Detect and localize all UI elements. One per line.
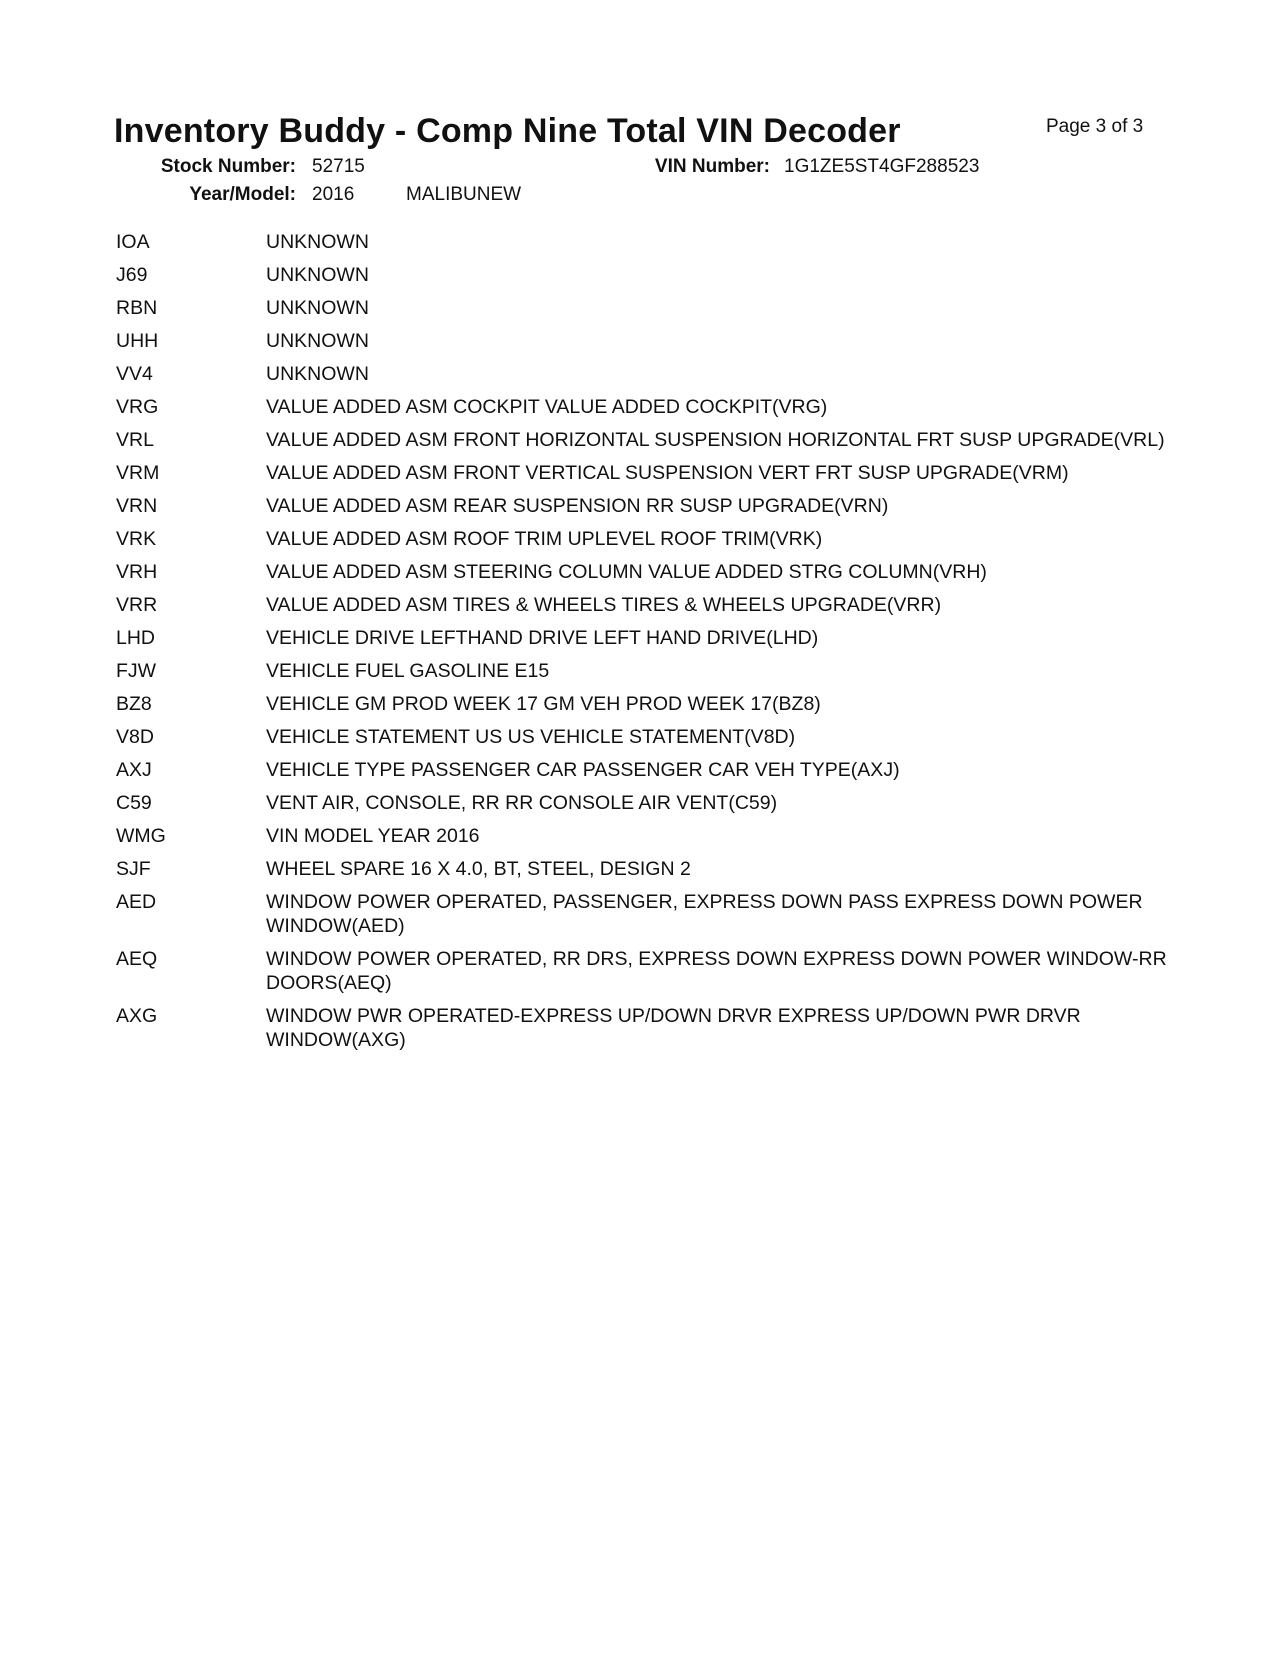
- option-description: UNKNOWN: [266, 297, 369, 319]
- option-description: WHEEL SPARE 16 X 4.0, BT, STEEL, DESIGN 2: [266, 858, 691, 880]
- option-row: [116, 230, 1176, 263]
- option-row: [116, 527, 1176, 560]
- option-description: UNKNOWN: [266, 363, 369, 385]
- option-description: WINDOW POWER OPERATED, PASSENGER, EXPRESS DOWN PASS EXPRESS DOWN POWER WINDOW(AED): [266, 891, 1143, 937]
- option-row: [116, 947, 1176, 1004]
- option-code: VRK: [116, 528, 157, 550]
- option-description: WINDOW POWER OPERATED, RR DRS, EXPRESS DOWN EXPRESS DOWN POWER WINDOW-RR DOORS(AEQ): [266, 948, 1167, 994]
- option-row: [116, 263, 1176, 296]
- option-row: [116, 626, 1176, 659]
- option-description: VEHICLE FUEL GASOLINE E15: [266, 660, 550, 682]
- option-description: VIN MODEL YEAR 2016: [266, 825, 480, 847]
- vin-number-label: VIN Number:: [654, 156, 770, 177]
- option-row: [116, 461, 1176, 494]
- option-row: [116, 494, 1176, 527]
- option-description: VEHICLE TYPE PASSENGER CAR PASSENGER CAR VEH TYPE(AXJ): [266, 759, 900, 781]
- option-description: WINDOW PWR OPERATED-EXPRESS UP/DOWN DRVR EXPRESS UP/DOWN PWR DRVR WINDOW(AXG): [266, 1005, 1081, 1051]
- option-description: VEHICLE GM PROD WEEK 17 GM VEH PROD WEEK 17(BZ8): [266, 693, 821, 715]
- option-row: [116, 692, 1176, 725]
- option-code: AEQ: [116, 948, 158, 970]
- model-value: MALIBUNEW: [406, 184, 522, 205]
- option-description: VALUE ADDED ASM FRONT VERTICAL SUSPENSION VERT FRT SUSP UPGRADE(VRM): [266, 462, 1069, 484]
- option-description: UNKNOWN: [266, 264, 369, 286]
- option-code: IOA: [116, 231, 150, 253]
- option-code: LHD: [116, 627, 156, 649]
- option-code: AED: [116, 891, 157, 913]
- option-code: FJW: [116, 660, 157, 682]
- option-code: RBN: [116, 297, 158, 319]
- option-row: [116, 857, 1176, 890]
- option-code: BZ8: [116, 693, 152, 715]
- option-description: VALUE ADDED ASM REAR SUSPENSION RR SUSP UPGRADE(VRN): [266, 495, 889, 517]
- option-code: VRH: [116, 561, 158, 583]
- option-code: C59: [116, 792, 152, 814]
- option-row: [116, 296, 1176, 329]
- option-code: VRL: [116, 429, 154, 451]
- option-row: [116, 395, 1176, 428]
- stock-number-label: Stock Number:: [160, 156, 296, 177]
- option-description: VALUE ADDED ASM FRONT HORIZONTAL SUSPENSION HORIZONTAL FRT SUSP UPGRADE(VRL): [266, 429, 1165, 451]
- year-value: 2016: [312, 184, 355, 205]
- stock-number-value: 52715: [312, 156, 365, 177]
- option-description: VALUE ADDED ASM TIRES & WHEELS TIRES & WHEELS UPGRADE(VRR): [266, 594, 942, 616]
- option-row: [116, 593, 1176, 626]
- option-code: VV4: [116, 363, 153, 385]
- option-description: UNKNOWN: [266, 231, 369, 253]
- option-code: V8D: [116, 726, 154, 748]
- option-code: VRR: [116, 594, 158, 616]
- page-number: Page 3 of 3: [1046, 116, 1144, 137]
- option-row: [116, 725, 1176, 758]
- option-description: VALUE ADDED ASM STEERING COLUMN VALUE ADDED STRG COLUMN(VRH): [266, 561, 987, 583]
- option-row: [116, 758, 1176, 791]
- report-title: Inventory Buddy - Comp Nine Total VIN Decoder: [114, 112, 901, 150]
- options-list: [116, 230, 1176, 1061]
- option-description: VEHICLE STATEMENT US US VEHICLE STATEMENT(V8D): [266, 726, 796, 748]
- option-row: [116, 560, 1176, 593]
- option-code: SJF: [116, 858, 151, 880]
- option-row: [116, 329, 1176, 362]
- option-row: [116, 824, 1176, 857]
- option-code: VRN: [116, 495, 158, 517]
- option-row: [116, 890, 1176, 947]
- option-description: VEHICLE DRIVE LEFTHAND DRIVE LEFT HAND DRIVE(LHD): [266, 627, 819, 649]
- option-row: [116, 791, 1176, 824]
- option-description: VALUE ADDED ASM COCKPIT VALUE ADDED COCKPIT(VRG): [266, 396, 828, 418]
- option-description: VENT AIR, CONSOLE, RR RR CONSOLE AIR VENT(C59): [266, 792, 778, 814]
- option-code: VRM: [116, 462, 160, 484]
- option-code: AXJ: [116, 759, 152, 781]
- option-code: VRG: [116, 396, 159, 418]
- year-model-label: Year/Model:: [189, 184, 296, 205]
- option-row: [116, 1004, 1176, 1061]
- option-row: [116, 428, 1176, 461]
- option-code: WMG: [116, 825, 166, 847]
- option-row: [116, 362, 1176, 395]
- option-code: J69: [116, 264, 148, 286]
- option-row: [116, 659, 1176, 692]
- option-code: AXG: [116, 1005, 158, 1027]
- option-description: VALUE ADDED ASM ROOF TRIM UPLEVEL ROOF TRIM(VRK): [266, 528, 823, 550]
- option-description: UNKNOWN: [266, 330, 369, 352]
- vin-number-value: 1G1ZE5ST4GF288523: [784, 156, 980, 177]
- option-code: UHH: [116, 330, 159, 352]
